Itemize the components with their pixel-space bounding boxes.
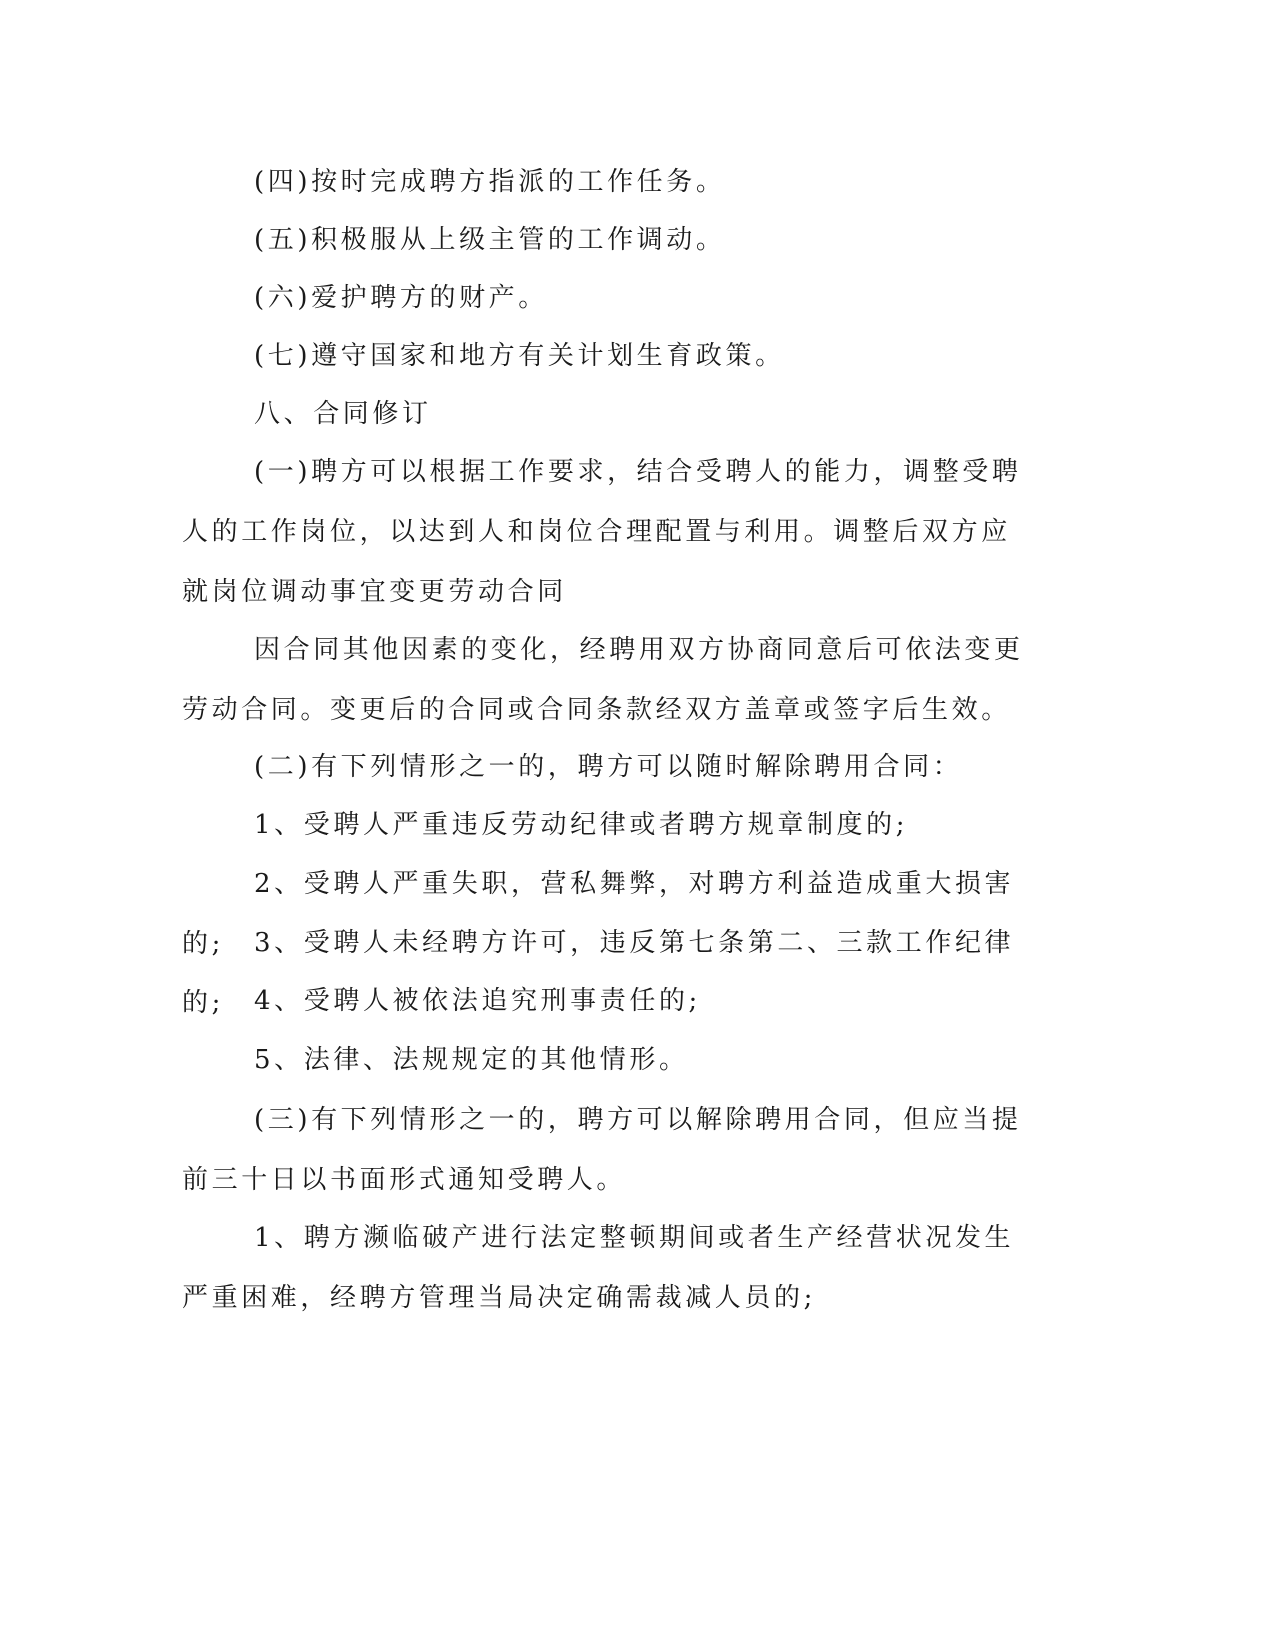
list-item-2: 2、受聘人严重失职，营私舞弊，对聘方利益造成重大损害的; [182, 869, 1015, 959]
list-item-3: 3、受聘人未经聘方许可，违反第七条第二、三款工作纪律的; [182, 928, 1015, 1018]
paragraph-item-4: (四)按时完成聘方指派的工作任务。 [254, 167, 726, 197]
paragraph-item-5: (五)积极服从上级主管的工作调动。 [254, 225, 726, 255]
list-item-termination-1: 1、聘方濒临破产进行法定整顿期间或者生产经营状况发生严重困难，经聘方管理当局决定确需裁减人员的; [182, 1223, 1015, 1313]
paragraph-clause-3: (三)有下列情形之一的，聘方可以解除聘用合同，但应当提前三十日以书面形式通知受聘人。 [182, 1105, 1022, 1195]
paragraph-item-6: (六)爱护聘方的财产。 [254, 283, 548, 313]
list-item-1: 1、受聘人严重违反劳动纪律或者聘方规章制度的; [254, 810, 909, 840]
paragraph-item-7: (七)遵守国家和地方有关计划生育政策。 [254, 341, 785, 371]
list-item-5: 5、法律、法规规定的其他情形。 [254, 1045, 689, 1075]
paragraph-contract-change: 因合同其他因素的变化，经聘用双方协商同意后可依法变更劳动合同。变更后的合同或合同条款经双方盖章或签字后生效。 [182, 635, 1024, 725]
paragraph-clause-2: (二)有下列情形之一的，聘方可以随时解除聘用合同： [254, 752, 963, 782]
section-heading-8: 八、合同修订 [254, 399, 432, 429]
paragraph-clause-1: (一)聘方可以根据工作要求，结合受聘人的能力，调整受聘人的工作岗位，以达到人和岗位合理配置与利用。调整后双方应就岗位调动事宜变更劳动合同 [182, 457, 1022, 607]
list-item-4: 4、受聘人被依法追究刑事责任的; [254, 986, 701, 1016]
